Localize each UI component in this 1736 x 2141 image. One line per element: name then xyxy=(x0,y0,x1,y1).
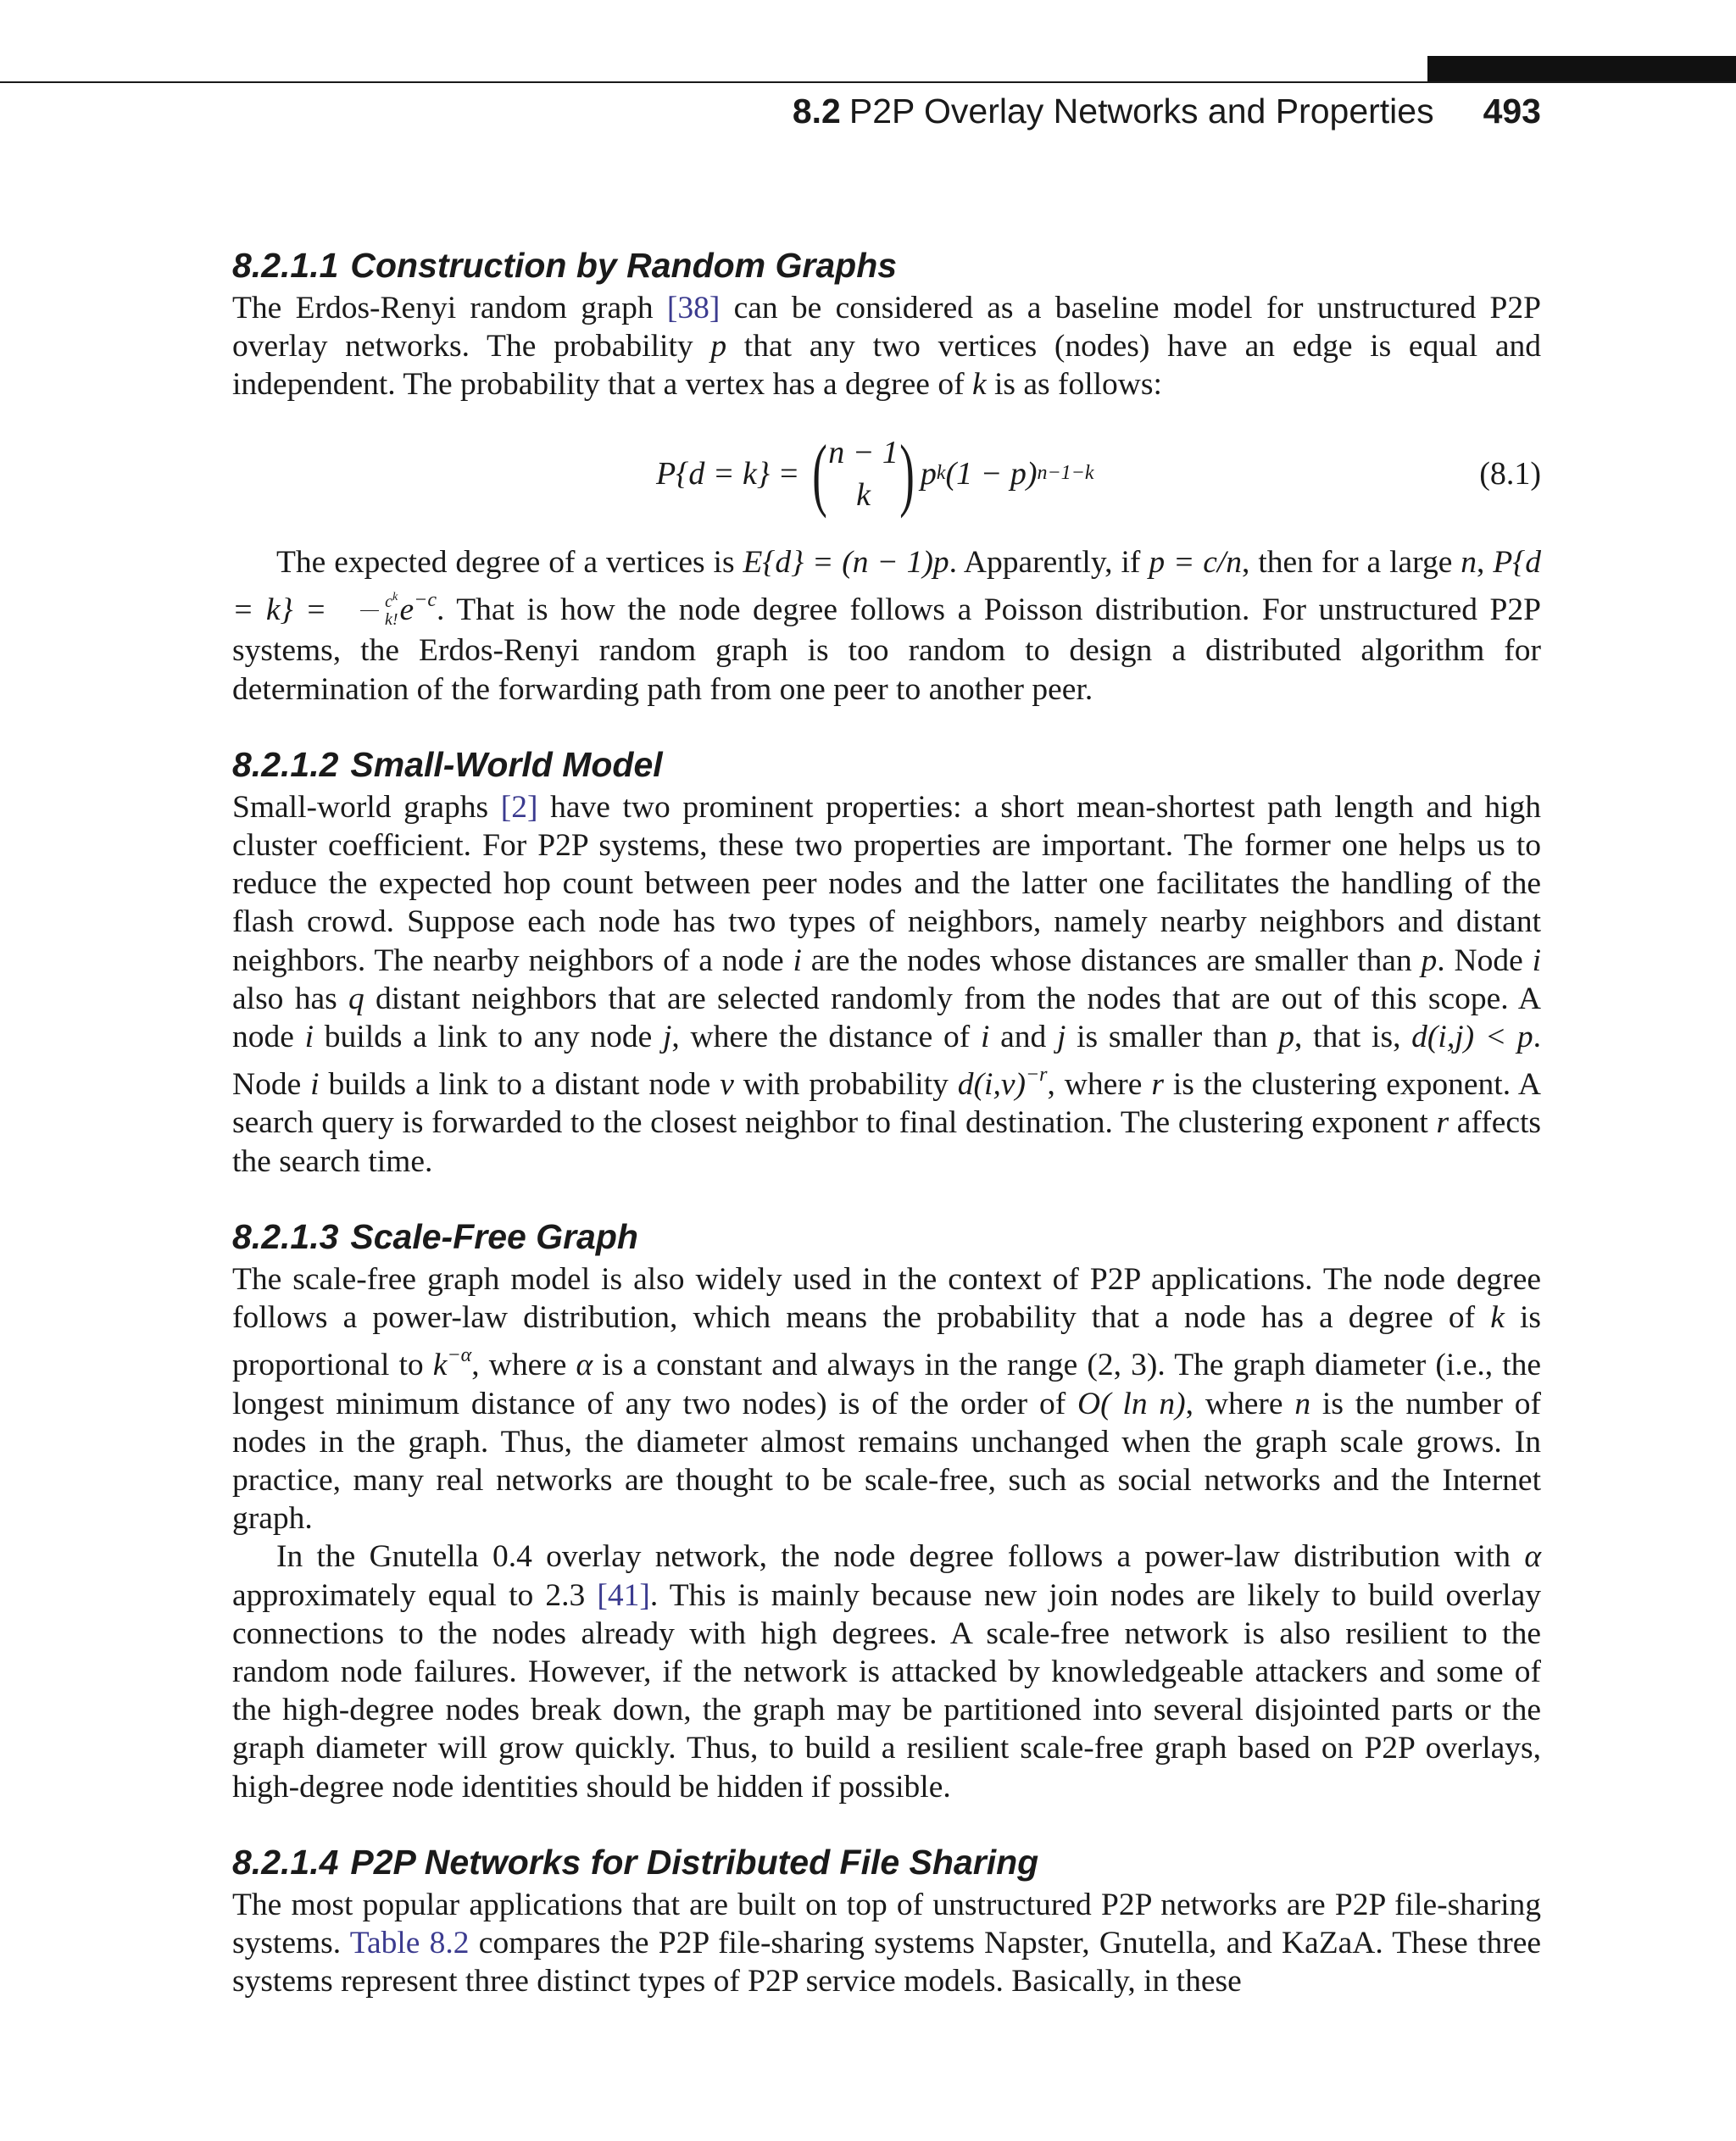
citation-41[interactable]: [41] xyxy=(597,1577,650,1613)
paragraph-file-sharing: The most popular applications that are built on top of unstructured P2P networks are P2P file-sharing systems. Table 8.2 compares the P2P file-sharing systems Napster, Gnutella, and KaZaA. These three systems represent three distinct types of P2P service models. Basically, in these xyxy=(232,1887,1541,1999)
paragraph-small-world: Small-world graphs [2] have two prominent properties: a short mean-shortest path length and high cluster coefficient. For P2P systems, these two properties are important. The former one helps us to reduce the expected hop count between peer nodes and the latter one facilitates the handling of the flash crowd. Suppose each node has two types of neighbors, namely nearby neighbors and distant neighbors. The nearby neighbors of a node i are the nodes whose distances are smaller than p. Node i also has q distant neighbors that are selected randomly from the nodes that are out of this scope. A node i builds a link to any node j, where the distance of i and j is smaller than p, that is, d(i,j) < p. Node i builds a link to a distant node v with probability $d(i,v)^{-r}$, where r is the clustering exponent. A search query is forwarded to the closest neighbor to final destination. The clustering exponent r affects the search time. xyxy=(232,789,1541,1179)
equation-lhs: P{d = k} = xyxy=(656,455,800,492)
running-head-title: P2P Overlay Networks and Properties xyxy=(849,92,1434,131)
binomial: n − 1 k xyxy=(828,434,899,513)
paragraph-gnutella: In the Gnutella 0.4 overlay network, the node degree follows a power-law distribution with α approximately equal to 2.3 [41]. This is mainly because new join nodes are likely to build overlay connections to the nodes already with high degrees. A scale-free network is also resilient to the random node failures. However, if the network is attacked by knowledgeable attackers and some of the high-degree nodes break down, the graph may be partitioned into several disjointed parts or the graph diameter will grow quickly. Thus, to build a resilient scale-free graph based on P2P overlays, high-degree node identities should be hidden if possible. xyxy=(232,1539,1541,1805)
equation-number: (8.1) xyxy=(1479,455,1541,492)
section-heading-file-sharing: 8.2.1.4 P2P Networks for Distributed File Sharing xyxy=(232,1842,1039,1882)
page-number: 493 xyxy=(1483,92,1541,131)
table-8-2-link[interactable]: Table 8.2 xyxy=(349,1925,470,1960)
paragraph-scale-free: The scale-free graph model is also widely used in the context of P2P applications. The node degree follows a power-law distribution, which means the probability that a node has a degree of k is proportional to $k^{-\alpha}$, where α is a constant and always in the range (2, 3). The graph diameter (i.e., the longest minimum distance of any two nodes) is of the order of O( ln n), where n is the number of nodes in the graph. Thus, the diameter almost remains unchanged when the graph scale grows. In practice, many real networks are thought to be scale-free, such as social networks and the Internet graph. xyxy=(232,1261,1542,1537)
section-heading-scale-free: 8.2.1.3 Scale-Free Graph xyxy=(232,1216,638,1256)
running-head xyxy=(793,92,1541,131)
header-black-tab xyxy=(1427,56,1736,83)
paragraph-random-graph-intro: The Erdos-Renyi random graph [38] can be considered as a baseline model for unstructured P2P overlay networks. The probability p that any two vertices (nodes) have an edge is equal and independent. The probability that a vertex has a degree of k is as follows: xyxy=(232,291,1541,403)
page-content xyxy=(232,242,1541,2000)
citation-38[interactable]: [38] xyxy=(666,291,721,325)
section-heading-random-graphs: 8.2.1.1 Construction by Random Graphs xyxy=(232,246,898,285)
section-heading-small-world: 8.2.1.2 Small-World Model xyxy=(232,744,663,784)
running-head-section-number: 8.2 xyxy=(792,92,841,131)
paragraph-expected-degree: The expected degree of a vertices is E{d} = (n − 1)p. Apparently, if p = c/n, then for a large n, P{d = k} = $\frac{c^k}{k!}$ $e^{-c}$. That is how the node degree follows a Poisson distribution. For unstructured P2P systems, the Erdos-Renyi random graph is too random to design a distributed algorithm for determination of the forwarding path from one peer to another peer. xyxy=(232,544,1542,707)
header-rule xyxy=(0,81,1736,83)
fraction-ck-over-kfact: $\frac{c^k}{k!}$ xyxy=(341,589,398,629)
equation-8-1: P{d = k} = ( n − 1 k ) p k (1 − p) n−1−k (8.1) xyxy=(656,427,1541,519)
citation-2[interactable]: [2] xyxy=(500,789,538,825)
